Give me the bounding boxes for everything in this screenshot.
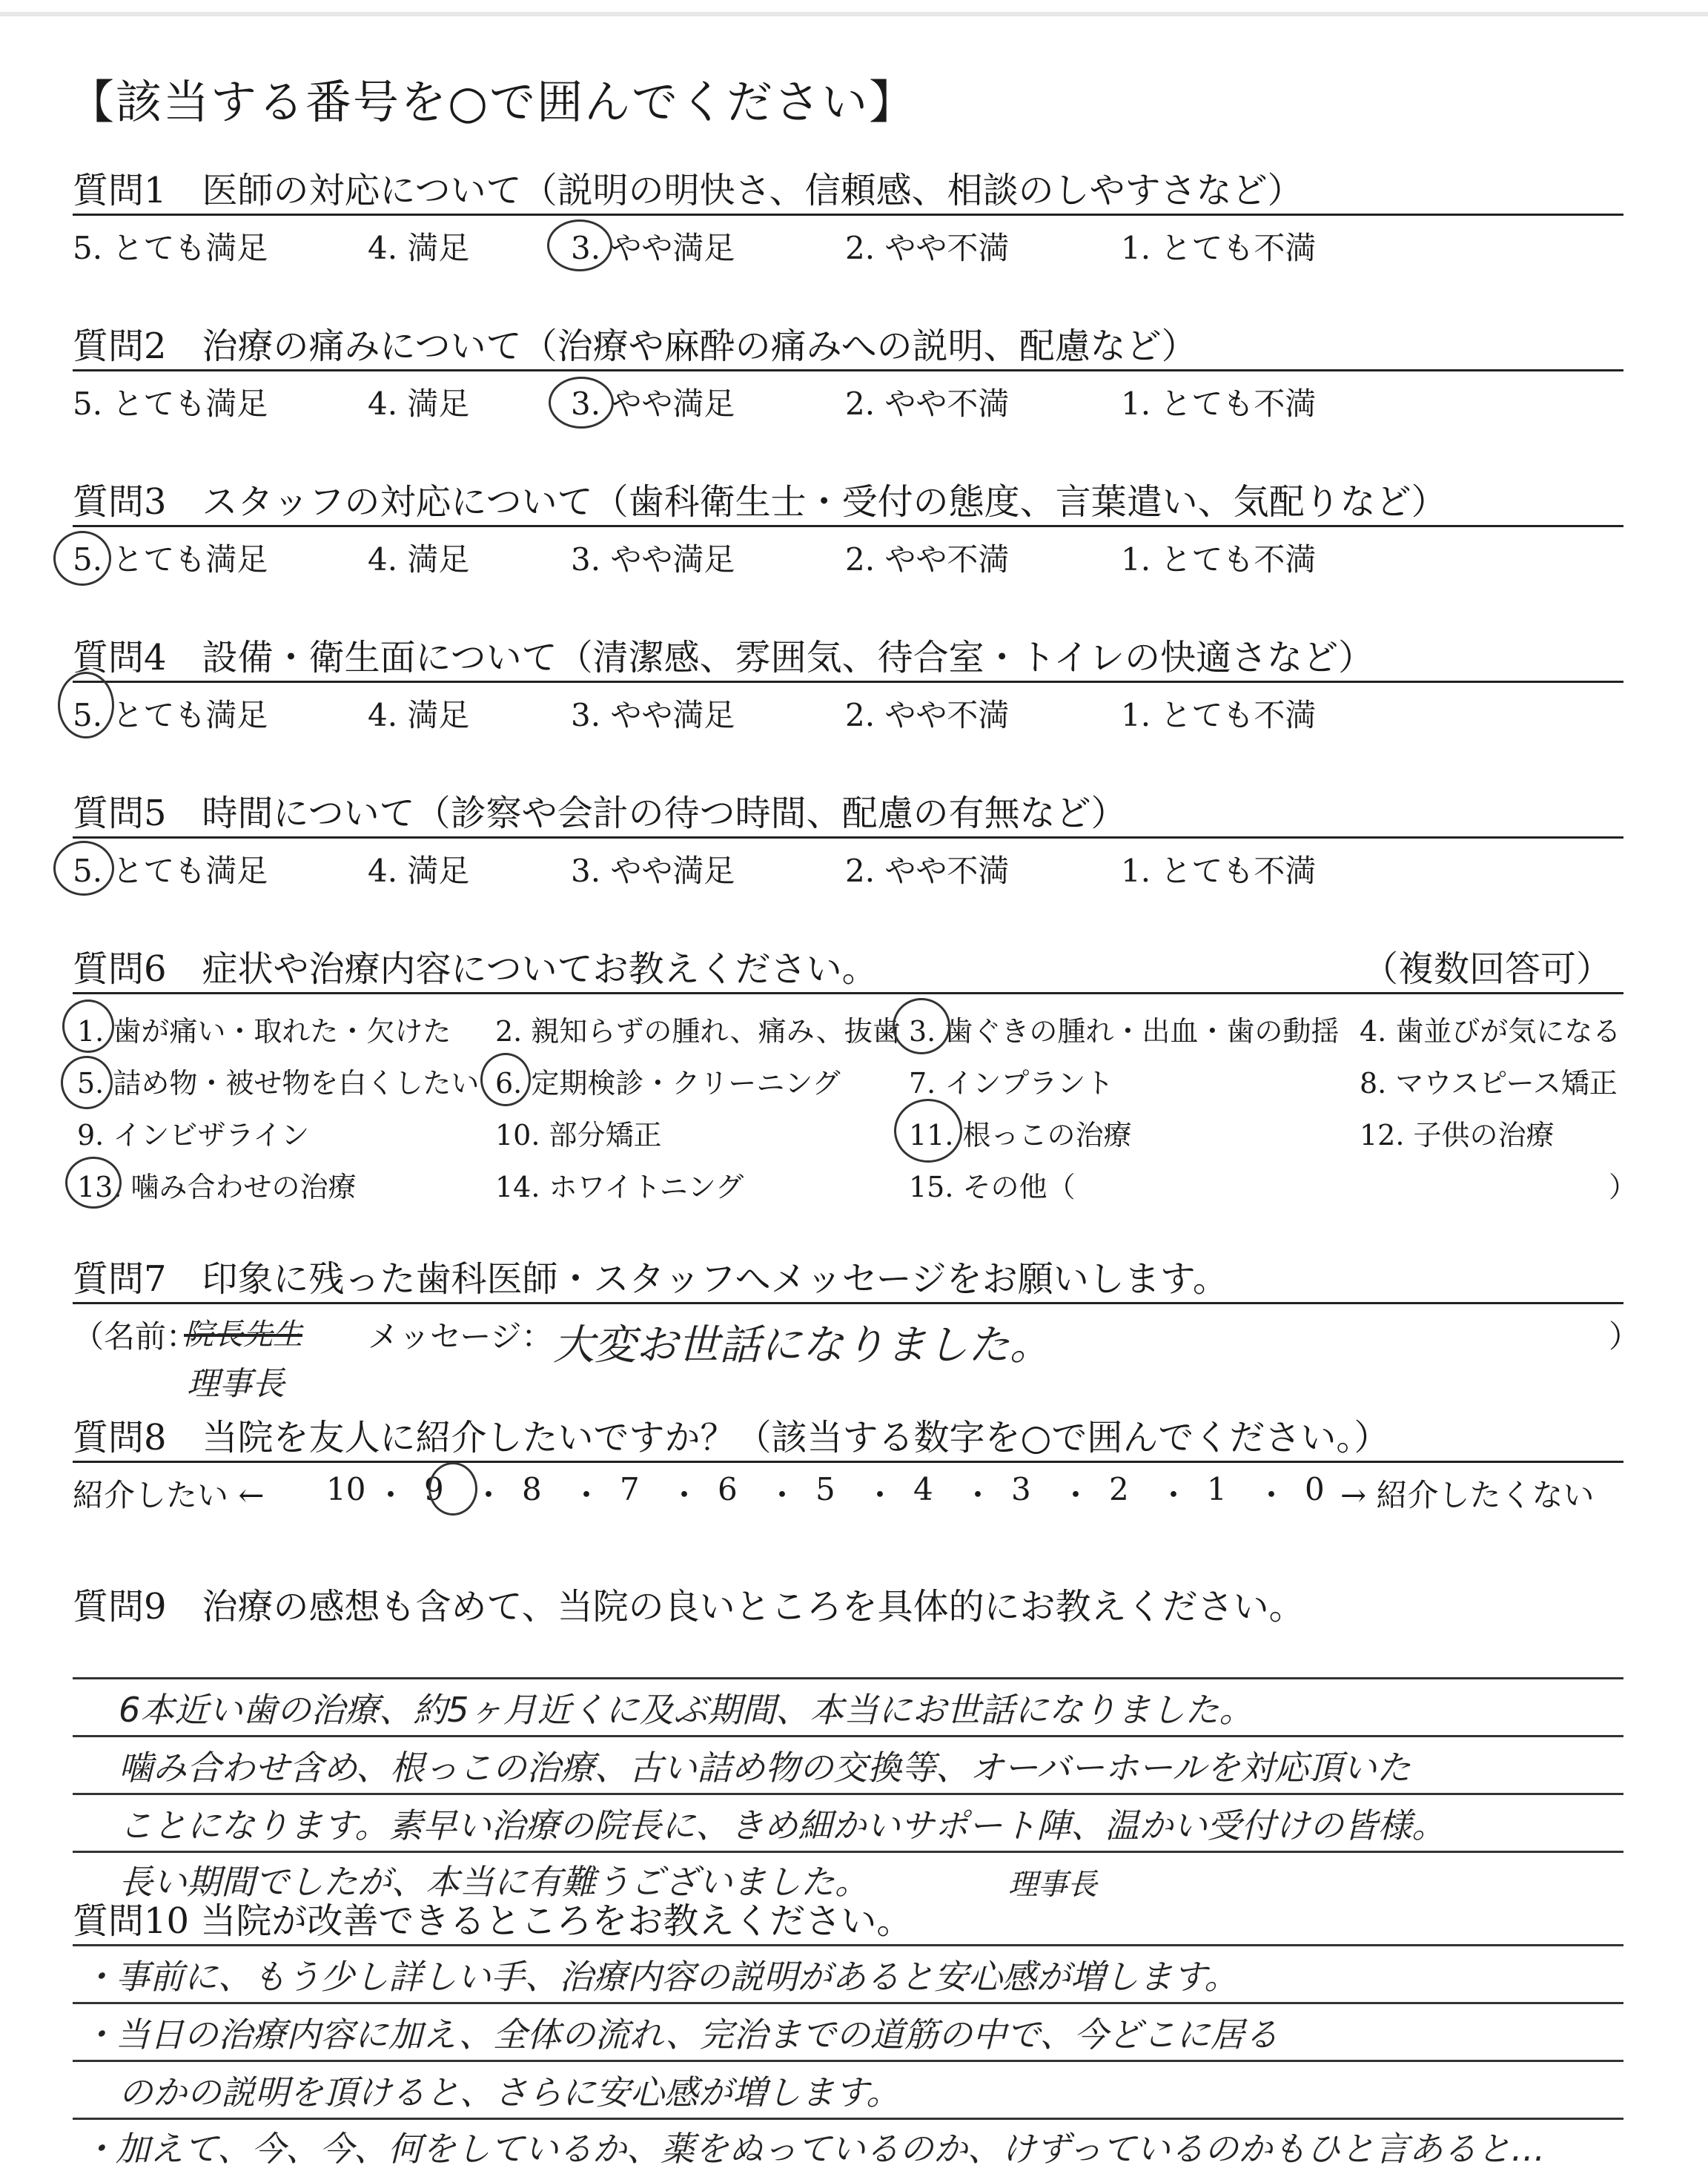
- q3-rule: [73, 525, 1623, 527]
- q10-label: 質問10 当院が改善できるところをお教えください。: [73, 1900, 913, 1942]
- q5-option-4[interactable]: 4. 満足: [368, 853, 470, 889]
- q10-text-4[interactable]: ・加えて、今、今、何をしているか、薬をぬっているのか、けずっているのかもひと言あると…: [82, 2129, 1546, 2169]
- q9-line-4: [73, 1851, 1623, 1853]
- q8-scale-dot: ・: [1060, 1477, 1092, 1513]
- q2-label: 質問2 治療の痛みについて（治療や麻酔の痛みへの説明、配慮など）: [73, 326, 1197, 367]
- q4-answer-circle: [58, 672, 114, 738]
- q3-option-1[interactable]: 1. とても不満: [1121, 541, 1317, 578]
- q9-line-1: [73, 1677, 1623, 1679]
- q7-name-label: （名前：: [73, 1318, 198, 1355]
- q6-item-5[interactable]: 5. 詰め物・被せ物を白くしたい: [77, 1067, 480, 1100]
- q2-answer-circle: [549, 377, 614, 429]
- q4-option-4[interactable]: 4. 満足: [368, 697, 470, 733]
- q6-rule: [73, 992, 1623, 994]
- form-title: 【該当する番号を○で囲んでください】: [68, 75, 917, 129]
- q5-option-3[interactable]: 3. やや満足: [571, 853, 735, 889]
- q6-item-3[interactable]: 3. 歯ぐきの腫れ・出血・歯の動揺: [909, 1015, 1340, 1048]
- q9-label: 質問9 治療の感想も含めて、当院の良いところを具体的にお教えください。: [73, 1586, 1305, 1628]
- q3-label: 質問3 スタッフの対応について（歯科衛生士・受付の態度、言葉遣い、気配りなど）: [73, 481, 1447, 523]
- q8-scale-dot: ・: [375, 1477, 407, 1513]
- q3-option-5[interactable]: 5. とても満足: [73, 541, 268, 578]
- q8-right-label: → 紹介したくない: [1340, 1477, 1595, 1513]
- q5-option-1[interactable]: 1. とても不満: [1121, 853, 1317, 889]
- q3-option-4[interactable]: 4. 満足: [368, 541, 470, 578]
- q6-circle-13: [65, 1157, 122, 1209]
- q10-line-3: [73, 2060, 1623, 2062]
- q7-label: 質問7 印象に残った歯科医師・スタッフへメッセージをお願いします。: [73, 1258, 1228, 1300]
- q9-text-4[interactable]: 長い期間でしたが、本当に有難うございました。: [119, 1862, 869, 1902]
- q8-scale-value-4[interactable]: 4: [913, 1471, 933, 1507]
- q8-scale-dot: ・: [669, 1477, 701, 1513]
- q10-text-2[interactable]: ・当日の治療内容に加え、全体の流れ、完治までの道筋の中で、今どこに居る: [82, 2015, 1279, 2055]
- q1-option-5[interactable]: 5. とても満足: [73, 230, 268, 266]
- q6-circle-1: [62, 999, 114, 1053]
- q4-option-5[interactable]: 5. とても満足: [73, 697, 268, 733]
- q8-answer-circle: [428, 1462, 477, 1516]
- q2-option-4[interactable]: 4. 満足: [368, 386, 470, 422]
- q5-option-5[interactable]: 5. とても満足: [73, 853, 268, 889]
- q6-label: 質問6 症状や治療内容についてお教えください。: [73, 948, 878, 990]
- q5-rule: [73, 836, 1623, 839]
- q6-item-8[interactable]: 8. マウスピース矯正: [1360, 1067, 1618, 1100]
- top-border: [0, 12, 1708, 16]
- q5-answer-circle: [53, 841, 114, 896]
- q1-answer-circle: [547, 219, 612, 271]
- q4-option-2[interactable]: 2. やや不満: [845, 697, 1010, 733]
- q6-circle-6: [480, 1053, 531, 1106]
- q6-item-13[interactable]: 13. 噛み合わせの治療: [77, 1171, 357, 1203]
- q1-rule: [73, 214, 1623, 216]
- q8-scale-value-0[interactable]: 0: [1305, 1471, 1325, 1507]
- q4-option-3[interactable]: 3. やや満足: [571, 697, 735, 733]
- q6-item-15[interactable]: 15. その他（: [909, 1171, 1076, 1203]
- q6-item-10[interactable]: 10. 部分矯正: [495, 1119, 662, 1151]
- q7-message[interactable]: 大変お世話になりました。: [553, 1321, 1051, 1369]
- q2-option-2[interactable]: 2. やや不満: [845, 386, 1010, 422]
- q8-scale-value-6[interactable]: 6: [718, 1471, 738, 1507]
- q6-item-15-close: ）: [1609, 1171, 1638, 1203]
- q7-name-written: 理事長: [187, 1365, 285, 1403]
- q4-rule: [73, 681, 1623, 683]
- q6-note: （複数回答可）: [1363, 948, 1612, 990]
- q10-line-1: [73, 1944, 1623, 1946]
- q6-item-11[interactable]: 11. 根っこの治療: [909, 1119, 1132, 1151]
- q5-option-2[interactable]: 2. やや不満: [845, 853, 1010, 889]
- q1-option-2[interactable]: 2. やや不満: [845, 230, 1010, 266]
- q6-circle-11: [894, 1099, 962, 1163]
- q10-line-4: [73, 2118, 1623, 2120]
- q9-line-3: [73, 1793, 1623, 1795]
- q3-option-2[interactable]: 2. やや不満: [845, 541, 1010, 578]
- q8-label: 質問8 当院を友人に紹介したいですか？（該当する数字を○で囲んでください。）: [73, 1417, 1390, 1458]
- q8-scale-dot: ・: [473, 1477, 505, 1513]
- q6-item-7[interactable]: 7. インプラント: [909, 1067, 1114, 1100]
- q8-scale-dot: ・: [571, 1477, 603, 1513]
- q8-left-label: 紹介したい ←: [73, 1477, 265, 1513]
- q8-scale-value-3[interactable]: 3: [1011, 1471, 1031, 1507]
- q6-item-6[interactable]: 6. 定期検診・クリーニング: [495, 1067, 841, 1100]
- q6-item-2[interactable]: 2. 親知らずの腫れ、痛み、抜歯: [495, 1015, 901, 1048]
- q8-scale-value-10[interactable]: 10: [326, 1471, 366, 1507]
- q9-signature: 理事長: [1008, 1868, 1097, 1902]
- q9-line-2: [73, 1735, 1623, 1737]
- q1-option-3[interactable]: 3. やや満足: [571, 230, 735, 266]
- q6-item-4[interactable]: 4. 歯並びが気になる: [1360, 1015, 1621, 1048]
- q6-item-9[interactable]: 9. インビザライン: [77, 1119, 310, 1151]
- q10-line-2: [73, 2002, 1623, 2004]
- q8-scale-value-2[interactable]: 2: [1109, 1471, 1129, 1507]
- q4-label: 質問4 設備・衛生面について（清潔感、雰囲気、待合室・トイレの快適さなど）: [73, 637, 1374, 678]
- q2-option-1[interactable]: 1. とても不満: [1121, 386, 1317, 422]
- q9-text-1[interactable]: 6本近い歯の治療、約5ヶ月近くに及ぶ期間、本当にお世話になりました。: [119, 1690, 1254, 1730]
- q8-scale-value-1[interactable]: 1: [1207, 1471, 1227, 1507]
- q10-text-1[interactable]: ・事前に、もう少し詳しい手、治療内容の説明があると安心感が増します。: [82, 1957, 1239, 1997]
- q8-scale-dot: ・: [864, 1477, 896, 1513]
- q8-scale-value-9[interactable]: 9: [424, 1471, 444, 1507]
- q6-circle-5: [61, 1056, 113, 1109]
- q8-scale-dot: ・: [767, 1477, 798, 1513]
- q8-scale-value-7[interactable]: 7: [620, 1471, 640, 1507]
- q3-option-3[interactable]: 3. やや満足: [571, 541, 735, 578]
- q8-scale-value-8[interactable]: 8: [522, 1471, 542, 1507]
- q6-item-1[interactable]: 1. 歯が痛い・取れた・欠けた: [77, 1015, 451, 1048]
- q2-option-3[interactable]: 3. やや満足: [571, 386, 735, 422]
- q8-scale-dot: ・: [962, 1477, 994, 1513]
- q9-text-3[interactable]: ことになります。素早い治療の院長に、きめ細かいサポート陣、温かい受付けの皆様。: [119, 1805, 1446, 1845]
- q5-label: 質問5 時間について（診察や会計の待つ時間、配慮の有無など）: [73, 793, 1127, 834]
- q7-rule: [73, 1302, 1623, 1304]
- q7-close: ）: [1609, 1318, 1641, 1355]
- q7-message-label: メッセージ：: [368, 1318, 553, 1355]
- q2-rule: [73, 369, 1623, 371]
- q8-scale-dot: ・: [1158, 1477, 1190, 1513]
- q6-item-12[interactable]: 12. 子供の治療: [1360, 1119, 1555, 1151]
- q1-option-1[interactable]: 1. とても不満: [1121, 230, 1317, 266]
- q6-item-14[interactable]: 14. ホワイトニング: [495, 1171, 744, 1203]
- q10-text-3[interactable]: のかの説明を頂けると、さらに安心感が増します。: [119, 2072, 901, 2112]
- q8-scale-value-5[interactable]: 5: [815, 1471, 835, 1507]
- q8-rule: [73, 1461, 1623, 1463]
- q1-label: 質問1 医師の対応について（説明の明快さ、信頼感、相談のしやすさなど）: [73, 170, 1303, 211]
- q4-option-1[interactable]: 1. とても不満: [1121, 697, 1317, 733]
- q2-option-5[interactable]: 5. とても満足: [73, 386, 268, 422]
- q9-text-2[interactable]: 噛み合わせ含め、根っこの治療、古い詰め物の交換等、オーバーホールを対応頂いた: [119, 1748, 1411, 1788]
- q3-answer-circle: [53, 531, 111, 586]
- q7-name-struck: 院長先生: [184, 1318, 302, 1352]
- q1-option-4[interactable]: 4. 満足: [368, 230, 470, 266]
- q6-circle-3: [893, 998, 950, 1054]
- q8-scale-dot: ・: [1256, 1477, 1288, 1513]
